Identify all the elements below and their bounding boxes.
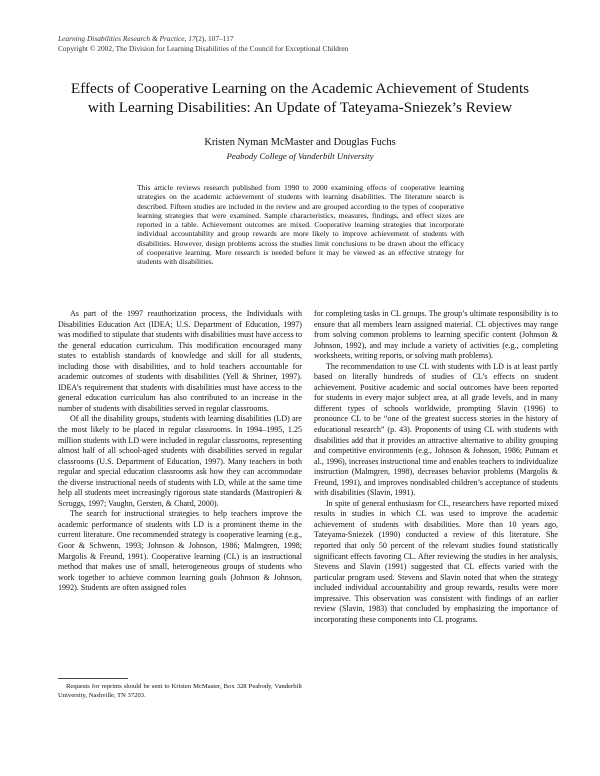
journal-issue-pages: (2), 107–117 (195, 34, 234, 43)
body-paragraph: Of all the disability groups, students with learning disabilities (LD) are the most likely to be placed in regular classrooms. In 1994–1995, 1.25 million students with LD were included in regular classrooms, representing almost half of all school-aged students with disabilities served in regular classrooms (U.S. Department of Education, 1997). Many teachers in both regular and special education classrooms ask how they can accommodate the diverse instructional needs of students with LD, while at the same time help all students meet increasingly rigorous state standards (Mastropieri & Scruggs, 1997; Vaughn, Gersten, & Chard, 2000). (58, 414, 302, 508)
body-paragraph: The recommendation to use CL with students with LD is at least partly based on literally hundreds of studies of CL’s effects on student achievement. Positive academic and social outcomes have been reported for students in every major subject area, at all grade levels, and in many different types of schools worldwide, prompting Slavin (1996) to pronounce CL to be “one of the greatest success stories in the history of educational research” (p. 43). Proponents of using CL with students with disabilities add that it provides an attractive alternative to ability grouping and competitive environments (e.g., Johnson & Johnson, 1986; Putnam et al., 1996), increases instructional time and enables teachers to individualize instruction (Malmgren, 1998), decreases behavior problems (Margolis & Freund, 1991), and improves nondisabled children’s acceptance of students with disabilities (Slavin, 1991). (314, 361, 558, 498)
body-paragraph: The search for instructional strategies to help teachers improve the academic performance of students with LD is a prominent theme in the current literature. One recommended strategy is cooperative learning (e.g., Goor & Schwenn, 1993; Johnson & Johnson, 1986; Malmgren, 1998; Margolis & Freund, 1991). Cooperative learning (CL) is an instructional method that makes use of small, heterogeneous groups of students who work together to achieve common learning goals (Johnson & Johnson, 1992). Students are often assigned roles (58, 509, 302, 593)
body-column-left (58, 309, 302, 594)
body-paragraph: In spite of general enthusiasm for CL, researchers have reported mixed results in studies in which CL was used to improve the academic achievement of students with disabilities. More than 10 years ago, Tateyama-Sniezek (1990) conducted a review of this literature. She reported that only 50 percent of the relevant studies found statistically significant effects favoring CL. After reviewing the studies in her analysis, Stevens and Slavin (1991) suggested that CL effects varied with the particular program used. Stevens and Slavin noted that when the strategy included individual accountability and group rewards, results were more impressive. This observation was consistent with findings of an earlier review (Slavin, 1983) that concluded by emphasizing the importance of incorporating these components into CL programs. (314, 498, 558, 624)
journal-citation (58, 34, 348, 44)
journal-header (58, 34, 348, 53)
author-list: Kristen Nyman McMaster and Douglas Fuchs (204, 137, 396, 148)
author-affiliation: Peabody College of Vanderbilt University (226, 151, 374, 161)
footnote: Requests for reprints should be sent to Kristen McMaster, Box 328 Peabody, Vanderbilt University, Nashville, TN 37203. (58, 683, 302, 699)
body-paragraph: As part of the 1997 reauthorization process, the Individuals with Disabilities Education Act (IDEA; U.S. Department of Education, 1997) was modified to stipulate that students with disabilities must have access to the general education curriculum. This modification encouraged many states to establish standards of knowledge and skill for all students, including those with disabilities, and to hold teachers accountable for academic outcomes of students with disabilities (Yell & Shriner, 1997). IDEA’s requirement that students with disabilities must have access to the general education curriculum has also contributed to an increase in the number of students with disabilities served in regular classrooms. (58, 309, 302, 413)
copyright-line: Copyright © 2002, The Division for Learning Disabilities of the Council for Exceptional Children (58, 43, 349, 53)
body-column-right (314, 309, 558, 625)
article-title (40, 79, 560, 117)
title-line-1: Effects of Cooperative Learning on the Academic Achievement of Students (70, 80, 530, 97)
footnote-divider (58, 678, 128, 679)
abstract: This article reviews research published from 1990 to 2000 examining effects of cooperative learning strategies on the academic achievement of students with learning disabilities. The literature search is described. Fifteen studies are included in the review and are grouped according to the types of cooperative learning strategies that were examined. Sample characteristics, measures, findings, and effect sizes are reported in a table. Achievement outcomes are mixed. Cooperative learning strategies that incorporate individual accountability and group rewards are more likely to improve achievement of students with disabilities. However, design problems across the studies limit conclusions to be drawn about the efficacy of cooperative learning. More research is needed before it may be viewed as an effective strategy for students with disabilities. (137, 183, 464, 267)
journal-name: Learning Disabilities Research & Practice, (58, 34, 189, 43)
title-line-2: with Learning Disabilities: An Update of Tateyama-Sniezek’s Review (87, 99, 513, 116)
body-paragraph: for completing tasks in CL groups. The group’s ultimate responsibility is to ensure that all members learn assigned material. CL objectives may range from solving common problems to learning specific content (Johnson & Johnson, 1992), and may include a variety of activities (e.g., completing worksheets, writing reports, or solving math problems). (314, 309, 558, 361)
journal-volume: 17 (188, 34, 196, 43)
